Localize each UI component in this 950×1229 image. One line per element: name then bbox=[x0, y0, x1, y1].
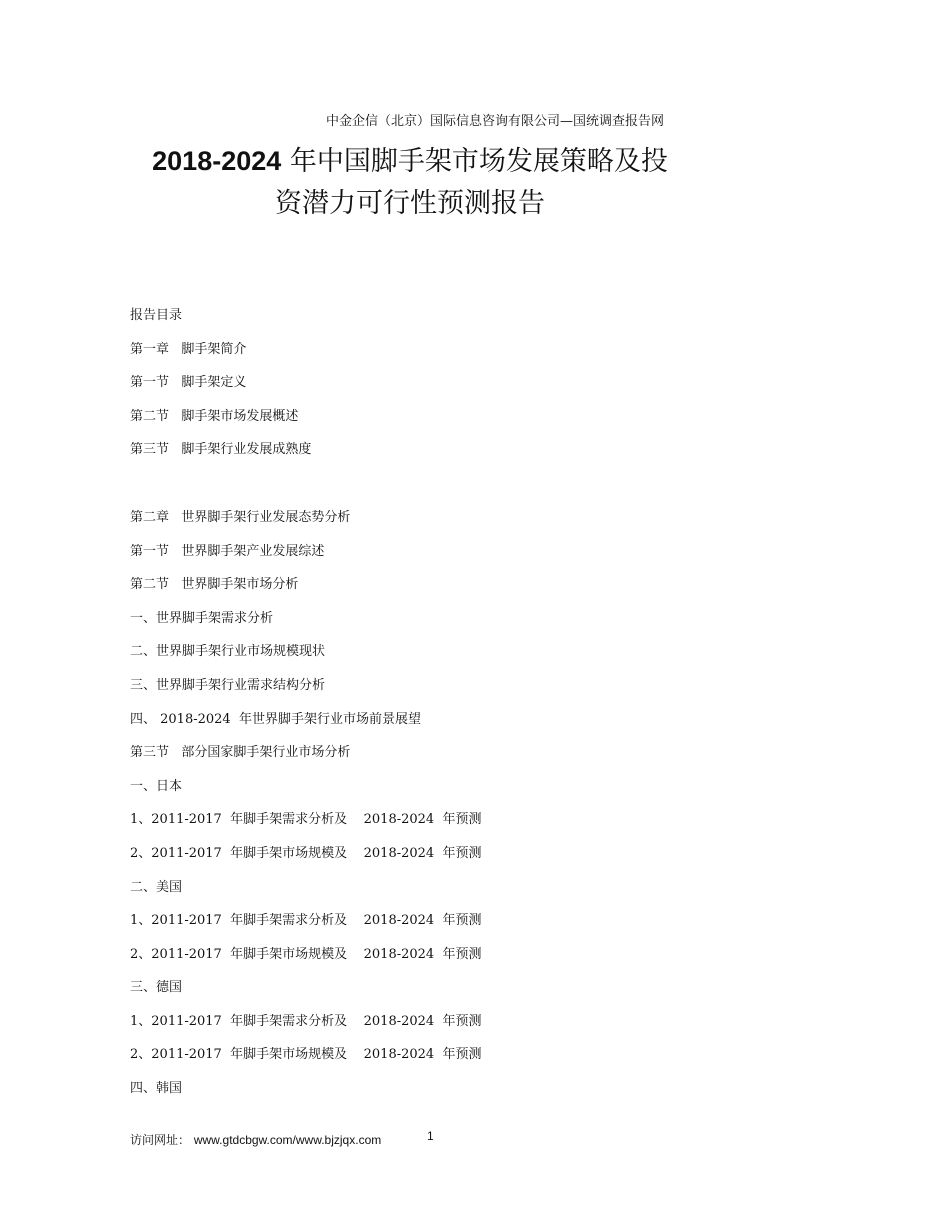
toc-item: 第二节 脚手架市场发展概述 bbox=[130, 408, 299, 424]
toc-item: 2、2011-2017 年脚手架市场规模及 2018-2024 年预测 bbox=[130, 1047, 482, 1063]
page-number: 1 bbox=[427, 1129, 434, 1143]
page-header: 中金企信（北京）国际信息咨询有限公司—国统调查报告网 bbox=[325, 114, 664, 129]
toc-item: 四、韩国 bbox=[130, 1081, 183, 1097]
toc-item: 二、世界脚手架行业市场规模现状 bbox=[130, 644, 326, 660]
toc-heading: 报告目录 bbox=[130, 308, 183, 323]
toc-item: 第三节 脚手架行业发展成熟度 bbox=[130, 442, 312, 458]
toc-item: 第三节 部分国家脚手架行业市场分析 bbox=[130, 745, 351, 761]
toc-item: 三、世界脚手架行业需求结构分析 bbox=[130, 677, 326, 693]
report-title-line-1 bbox=[0, 139, 820, 178]
toc-item: 第二节 世界脚手架市场分析 bbox=[130, 577, 299, 593]
page-footer bbox=[130, 1131, 381, 1148]
toc-item: 1、2011-2017 年脚手架需求分析及 2018-2024 年预测 bbox=[130, 1013, 482, 1029]
toc-item: 一、世界脚手架需求分析 bbox=[130, 610, 274, 626]
toc-item: 第一节 脚手架定义 bbox=[130, 375, 247, 391]
toc-item: 三、德国 bbox=[130, 980, 183, 996]
toc-item: 四、 2018-2024 年世界脚手架行业市场前景展望 bbox=[130, 711, 421, 727]
report-title-line-2: 资潜力可行性预测报告 bbox=[275, 188, 545, 219]
toc-item: 二、美国 bbox=[130, 879, 183, 895]
toc-item: 一、日本 bbox=[130, 778, 183, 794]
title-year-range: 2018-2024 bbox=[152, 146, 282, 176]
toc-item: 1、2011-2017 年脚手架需求分析及 2018-2024 年预测 bbox=[130, 913, 482, 929]
toc-item: 2、2011-2017 年脚手架市场规模及 2018-2024 年预测 bbox=[130, 845, 482, 861]
title-line-1-text: 年中国脚手架市场发展策略及投 bbox=[281, 146, 668, 177]
toc-spacer bbox=[130, 474, 481, 508]
toc-item: 第一节 世界脚手架产业发展综述 bbox=[130, 543, 325, 559]
toc-item: 2、2011-2017 年脚手架市场规模及 2018-2024 年预测 bbox=[130, 946, 482, 962]
toc-item: 1、2011-2017 年脚手架需求分析及 2018-2024 年预测 bbox=[130, 812, 482, 828]
footer-url-link[interactable]: www.gtdcbgw.com/www.bjzjqx.com bbox=[193, 1133, 382, 1147]
table-of-contents bbox=[130, 306, 481, 1113]
toc-item: 第二章 世界脚手架行业发展态势分析 bbox=[130, 509, 351, 525]
footer-label: 访问网址： bbox=[130, 1133, 191, 1147]
toc-item: 第一章 脚手架简介 bbox=[130, 341, 247, 357]
